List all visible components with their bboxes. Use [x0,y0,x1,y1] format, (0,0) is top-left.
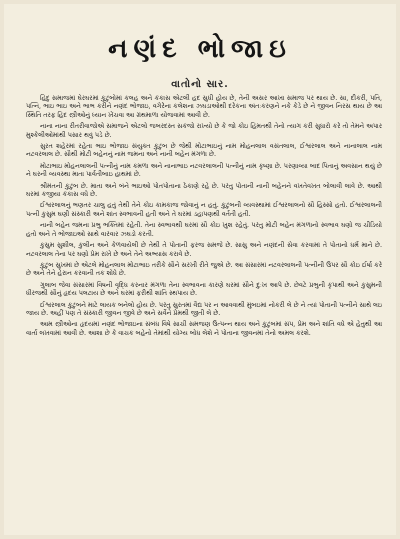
paragraph: શ્રીમંતની કુટુંબ છે. માતા અને બંને ભાઇઓ પોતપોતાના ઠેકાણે રહે છે. પરંતુ પોતાની નાની બહેનને વખતેવખત બોલાવી લાવે છે. આથી ઘરમાં કજીયા કંકાસ વધે છે. [26,181,382,199]
paragraph: સુરત શહેરમાં રહેતા ભાઇ ભોજાઇ સંયુક્ત કુટુંબ છે જેથી મોટાભાઇનું નામ મોહનલાલ વસંતલાલ, ઈશ્વરલાલ અને નાનાલાલ નામ નટવરલાલ છે. સૌથી મોટી બહેનનું નામ જમના અને નાની બહેન મંગળા છે. [26,142,382,159]
paragraph: નાની બહેન જમના પ્રભુ ભક્તિમાં રહેતી. તેના સ્વભાવથી ઘરમાં સૌ કોઇ ખુશ રહેતું. પરંતુ મોટી બહેન મંગળાનો સ્વભાવ ઘણો જ ચીડિયો હતો અને તે ભોજાઇઓ સાથે વારંવાર ઝઘડો કરતી. [26,221,382,238]
paragraph: હિંદુ સમાજમાં ઘેરઘરમાં કુટુંબોમાં કલહ અને કંકાસ એટલી હદ સુધી હોય છે, તેની અસર આખા સમાજ પર થાય છે. સા, દીકરી, પતિ, પત્નિ, ભાઇ ભાઇ અને ભાભ કરીને નણંદ ભોજાઇ, વગેરેના કલેશના ઝઘડાઓથી દરેકના અંતઃકરણને નકે કેડે છે ને જીવન નિરસ થાય છે આ સ્થિતિ તરફ હિંદ સ્ત્રીઓનું ધ્યાન ખેંચવા આ ગ્રંથમાળા યોજવામાં આવી છે. [26,94,382,119]
body-text [26,94,382,526]
page-subtitle: વાતોનો સાર. [171,79,229,90]
paragraph: કુસુમ સુશીલ, કુલીન અને કેળવાયેલી છે તેથી તે પોતાની ફરજ સમજે છે. સાસુ અને નણંદની સેવા કરવામાં તે પોતાનો ધર્મ માને છે. નટવરલાલ તેના પર ઘણો પ્રેમ રાખે છે અને તેને અભ્યાસ કરાવે છે. [26,241,382,258]
paragraph: મોટાભાઇ મોહનલાલની પત્નીનું નામ કમળા અને નાનાભાઇ નટવરલાલની પત્નીનું નામ કૃષ્ણા છે. પરણાવ્યા બાદ પિતાનું અવસાન થયું છે ને ઘરની વ્યવસ્થા માતા પાર્વતીબાઇ હાથમાં છે. [26,161,382,179]
paragraph: આમ સ્ત્રીઓના હૃદયમાં નણંદ ભોજાઇના સંબંધ વિષે સાચી સમજણ ઉત્પન્ન થાય અને કુટુંબમાં સંપ, પ્રેમ અને શાંતિ વધે એ હેતુથી આ વાર્તા લખવામાં આવી છે. આશા છે કે વાચક બહેનો તેમાંથી યોગ્ય બોધ લેશે ને પોતાના જીવનમાં તેનો અમલ કરશે. [26,320,382,337]
paragraph: ગુલાબ જેવા સંસારમાં વિષની વૃદ્ધિ કરનાર મંગળા તેના સ્વભાવના કારણે ઘરમાં સૌને દુઃખ આપે છે. છેવટે પ્રભુની કૃપાથી અને કુસુમની ધીરજથી સૌનું હૃદય પલટાય છે અને ઘરમાં ફરીથી શાંતિ સ્થપાય છે. [26,280,382,298]
paragraph: ઈશ્વરલાલનું ભણતર ચાલુ હતું તેથી તેને કોઇ કામકાજ જોવાનું ન હતું. કુટુંબની વ્યવસ્થામાં ઈશ્વરલાલનો સૌ હિસ્સો હતો. ઈશ્વરલાલની પત્ની કુસુમ ઘણી સંસ્કારી અને શાંત સ્વભાવની હતી અને તે ઘરમાં ડહાપણથી વર્તતી હતી. [26,201,382,218]
paragraph: ઈશ્વરલાલ કુટુંબને માટે લાયક બનેલો હોય છે. પરંતુ સુરતમાં વૈદ્ય પર ન આવવાથી મુંબઇમાં નોકરી લે છે ને ત્યાં પોતાની પત્નીને સાથે લઇ જાય છે. અહીં પણ તે સંસ્કારી જીવન જીવે છે અને સર્વેને પ્રેમથી જીતી લે છે. [26,300,382,317]
paragraph: નાના નાના રીતરીવાજોએ સમાજને એટલો જબરદસ્ત સકંજો રાખ્યો છે કે જો કોઇ હિંમતથી તેનો ત્યાગ કરી સુધારો કરે તો તેમને અપાર મુશ્કેલીઓમાંથી પસાર થવું પડે છે. [26,122,382,139]
page-title: નણંદ ભોજાઇ [108,34,292,64]
document-page [4,4,396,535]
paragraph: કુટુંબ સુખમાં છે એટલે મોહનલાલ મોટાભાઇ તરીકે સૌને સરખી રીતે જુએ છે. આ સંસારમાં નટવરલાલની પત્નીની ઉપર સૌ કોઇ ઈર્ષા કરે છે અને તેને હેરાન કરવાની તક શોધે છે. [26,260,382,278]
